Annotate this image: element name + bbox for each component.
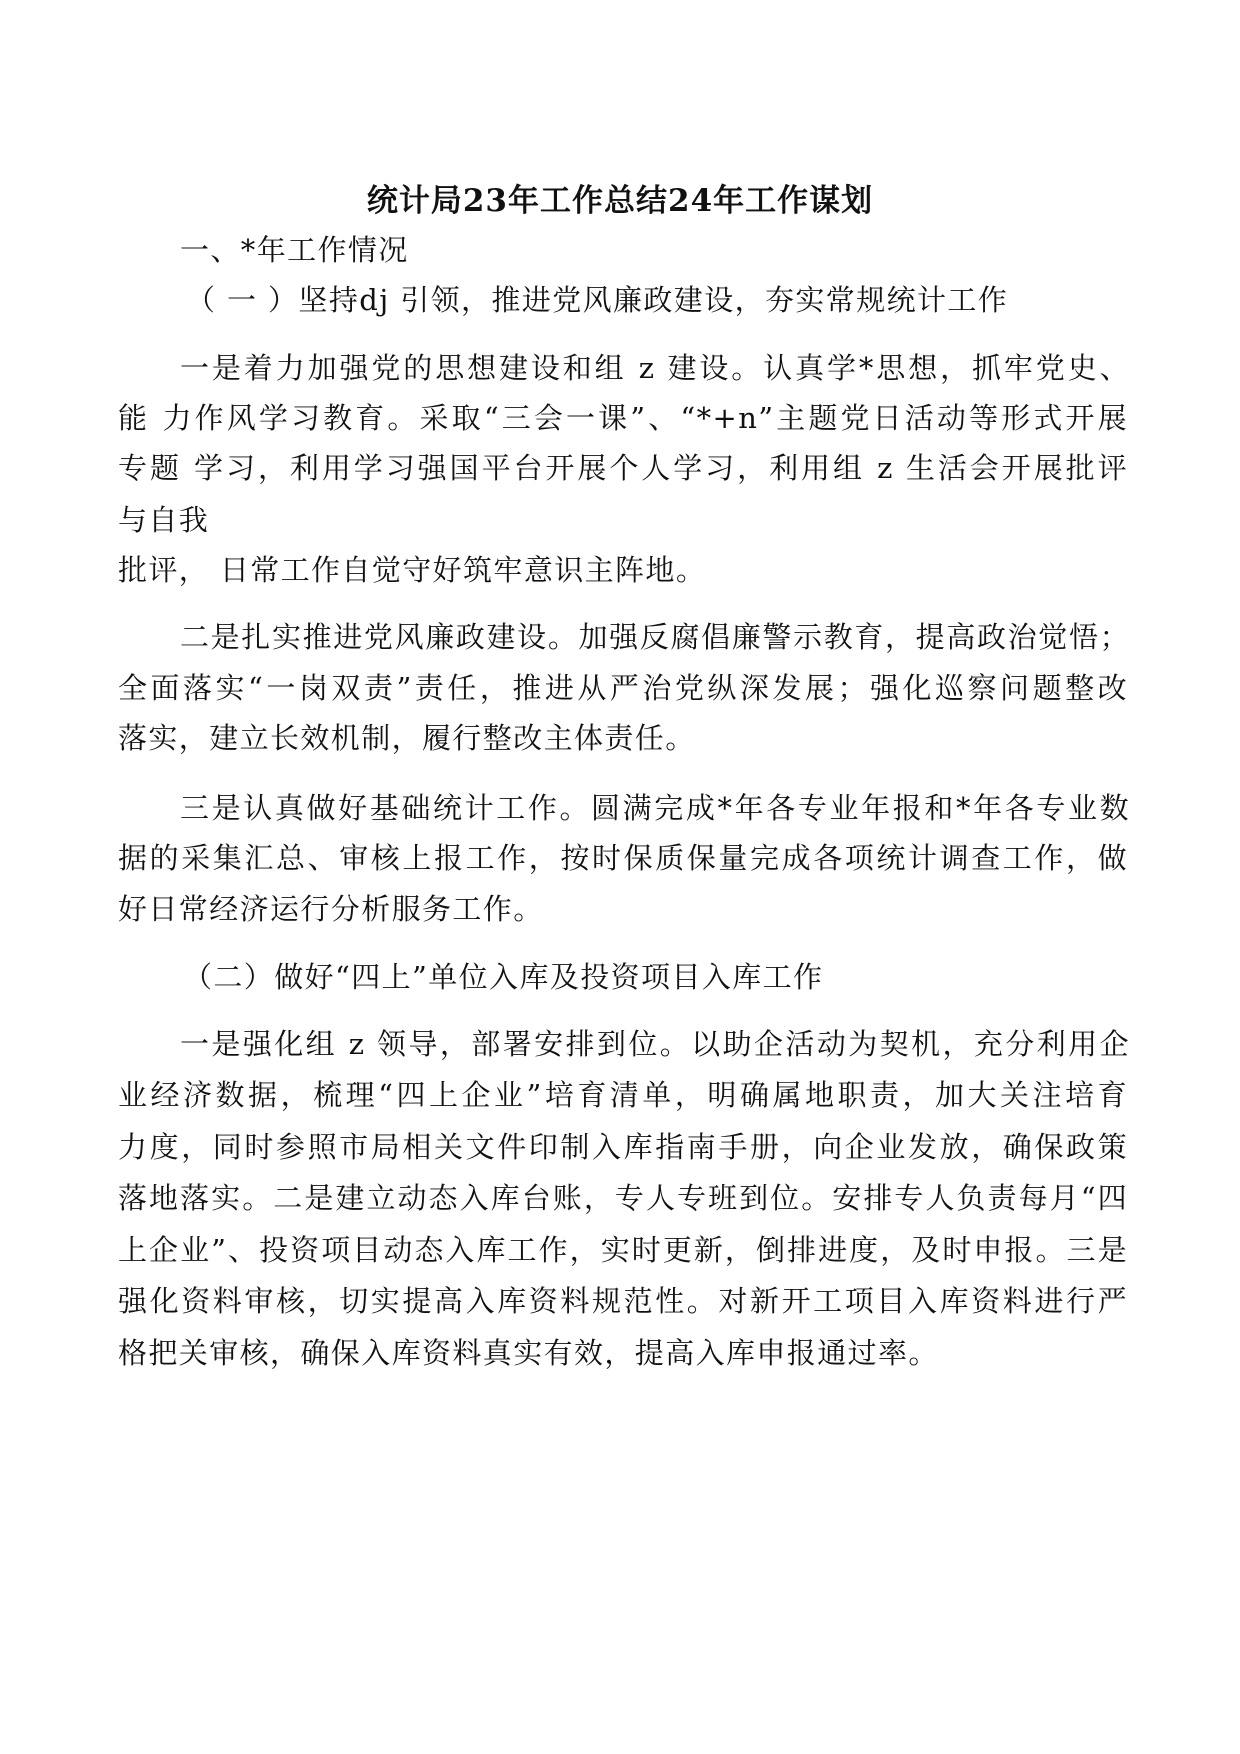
- paragraph-3-line-2: 据的采集汇总、审核上报工作，按时保质保量完成各项统计调查工作，做: [118, 841, 1128, 875]
- subsection-heading-1: （ 一 ）坚持dj 引领，推进党风廉政建设，夯实常规统计工作: [186, 283, 1009, 317]
- document-title: 统计局23年工作总结24年工作谋划: [366, 183, 874, 219]
- paragraph-4-line-7: 格把关审核，确保入库资料真实有效，提高入库申报通过率。: [118, 1336, 939, 1370]
- paragraph-1-line-1: 一是着力加强党的思想建设和组 z 建设。认真学*思想，抓牢党史、: [180, 351, 1130, 385]
- paragraph-4-line-6: 强化资料审核，切实提高入库资料规范性。对新开工项目入库资料进行严: [118, 1284, 1128, 1318]
- paragraph-1-line-5: 批评， 日常工作自觉守好筑牢意识主阵地。: [118, 553, 707, 587]
- subsection-heading-2: （二）做好“四上”单位入库及投资项目入库工作: [183, 960, 824, 994]
- section-heading-1: 一、*年工作情况: [180, 233, 409, 267]
- paragraph-4-line-2: 业经济数据，梳理“四上企业”培育清单，明确属地职责，加大关注培育: [118, 1078, 1128, 1112]
- paragraph-4-line-3: 力度，同时参照市局相关文件印制入库指南手册，向企业发放，确保政策: [118, 1130, 1128, 1164]
- paragraph-4-line-4: 落地落实。二是建立动态入库台账，专人专班到位。安排专人负责每月“四: [118, 1181, 1128, 1215]
- paragraph-1-line-4: 与自我: [118, 503, 210, 537]
- paragraph-4-line-5: 上企业”、投资项目动态入库工作，实时更新，倒排进度，及时申报。三是: [118, 1233, 1128, 1267]
- paragraph-3-line-3: 好日常经济运行分析服务工作。: [118, 892, 544, 926]
- paragraph-2-line-3: 落实，建立长效机制，履行整改主体责任。: [118, 721, 696, 755]
- paragraph-1-line-3: 专题 学习，利用学习强国平台开展个人学习，利用组 z 生活会开展批评: [118, 451, 1128, 485]
- paragraph-1-line-2: 能 力作风学习教育。采取“三会一课”、“*+n”主题党日活动等形式开展: [118, 401, 1128, 435]
- paragraph-4-line-1: 一是强化组 z 领导，部署安排到位。以助企活动为契机，充分利用企: [180, 1027, 1130, 1061]
- paragraph-2-line-2: 全面落实“一岗双责”责任，推进从严治党纵深发展；强化巡察问题整改: [118, 671, 1128, 705]
- paragraph-2-line-1: 二是扎实推进党风廉政建设。加强反腐倡廉警示教育，提高政治觉悟；: [180, 620, 1130, 654]
- paragraph-3-line-1: 三是认真做好基础统计工作。圆满完成*年各专业年报和*年各专业数: [180, 791, 1130, 825]
